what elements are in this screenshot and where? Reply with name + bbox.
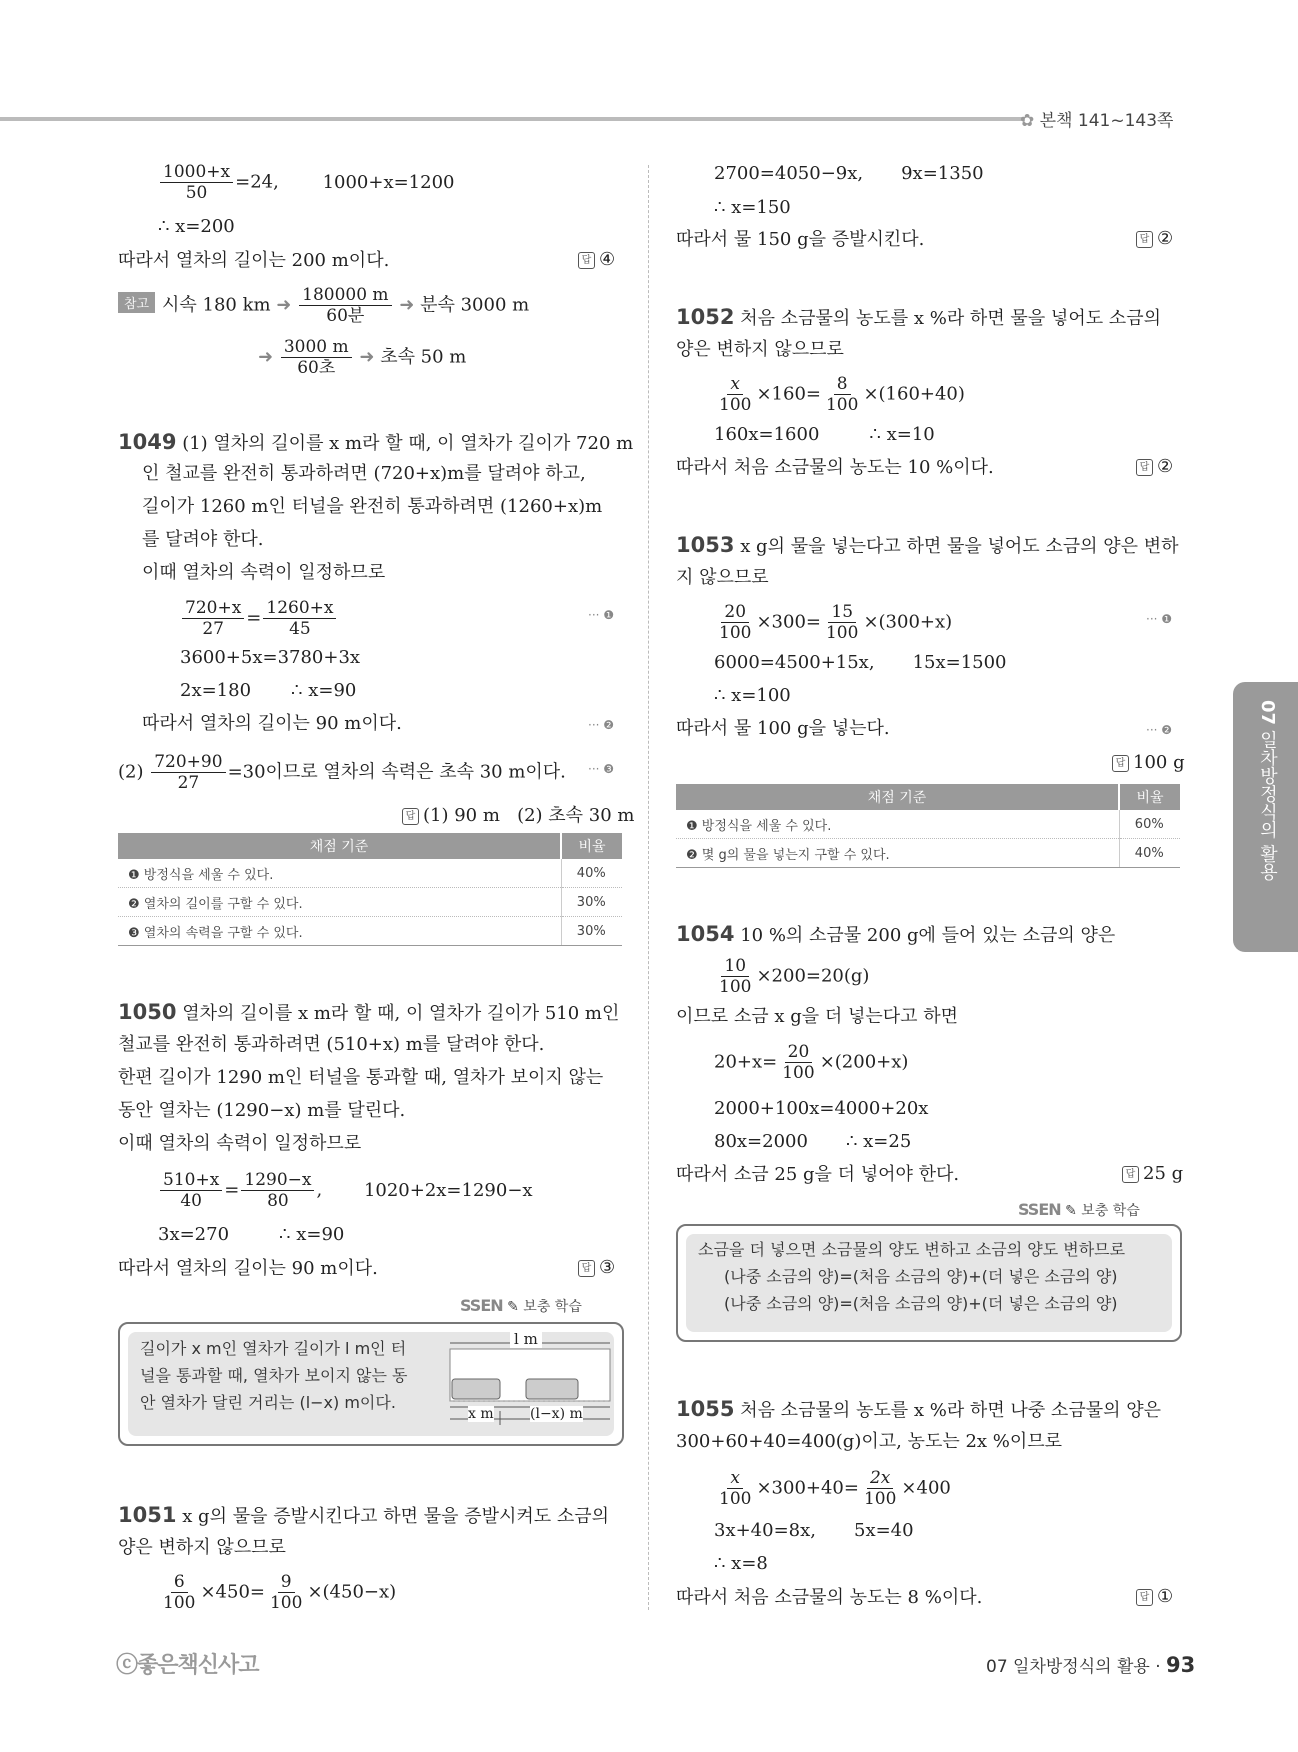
eq-line: $\frac{510+x}{40}$ = $\frac{1290-x}{80}$ , 1020+2x=1290−x (158, 1170, 533, 1211)
text-line: 철교를 완전히 통과하려면 (510+x) m를 달려야 한다. (118, 1034, 545, 1055)
answer: 답 100 g (1112, 752, 1185, 773)
eq-line: 6000=4500+15x, 15x=1500 (714, 652, 1007, 673)
figure-label-lx: (l−x) m (530, 1406, 583, 1422)
grading-table (676, 784, 1180, 868)
fraction: $\frac{1290-x}{80}$ (241, 1170, 314, 1211)
step-marker: ··· ❶ (1146, 612, 1173, 626)
arrow-icon: ➜ (258, 346, 274, 368)
answer: 답 ① (1136, 1586, 1173, 1607)
fraction: $\frac{2x}{100}$ (863, 1468, 897, 1509)
fraction: $\frac{x}{100}$ (719, 1468, 752, 1509)
pencil-icon: ✎ (507, 1299, 519, 1315)
conclusion: 따라서 열차의 길이는 200 m이다. (118, 250, 390, 271)
eq-line: $\frac{720+x}{27}$ = $\frac{1260+x}{45}$ (180, 598, 338, 639)
text-line: 이므로 소금 x g을 더 넣는다고 하면 (676, 1006, 959, 1027)
figure-label-top: l m (510, 1330, 542, 1348)
answer-icon: 답 (1112, 755, 1129, 772)
text-line: 300+60+40=400(g)이고, 농도는 2x %이므로 (676, 1431, 1063, 1452)
fraction: $\frac{8}{100}$ (825, 374, 859, 415)
problem-1049-line1: 1049 (1) 열차의 길이를 x m라 할 때, 이 열차가 길이가 720 m (118, 430, 634, 454)
text-line: 이때 열차의 속력이 일정하므로 (118, 1133, 362, 1154)
grading-header: 채점 기준 (118, 833, 561, 859)
eq-line: ∴ x=150 (714, 197, 791, 218)
eq-line: 160x=1600 ∴ x=10 (714, 424, 935, 445)
publisher-logo: ⓒ좋은책신사고 (116, 1653, 259, 1678)
fraction: $\frac{20}{100}$ (782, 1042, 815, 1083)
side-tab-text: 07 일차방정식의 활용 (1257, 700, 1278, 881)
problem-1053-line1: 1053 x g의 물을 넣는다고 하면 물을 넣어도 소금의 양은 변하 (676, 533, 1179, 557)
supplement-text: 길이가 x m인 열차가 길이가 l m인 터 널을 통과할 때, 열차가 보이지 않는 동 안 열차가 달린 거리는 (l−x) m이다. (140, 1339, 408, 1412)
text-line: 인 철교를 완전히 통과하려면 (720+x)m를 달려야 하고, (142, 463, 586, 484)
eq-line: $\frac{x}{100}$ ×300+40= $\frac{2x}{100}$ ×400 (714, 1468, 951, 1509)
ratio-header: 비율 (561, 833, 622, 859)
answer: 답 ③ (578, 1257, 615, 1278)
figure-label-x: x m (468, 1406, 494, 1422)
answer: 답 25 g (1122, 1163, 1183, 1184)
step-marker: ··· ❶ (588, 608, 615, 622)
conclusion: 따라서 물 100 g을 넣는다. (676, 718, 890, 739)
text-line: 길이가 1260 m인 터널을 완전히 통과하려면 (1260+x)m (142, 496, 603, 517)
eq-line: 2x=180 ∴ x=90 (180, 680, 357, 701)
table-row: ❶ 방정식을 세울 수 있다. 40% (118, 859, 622, 888)
eq-line: 20+x= $\frac{20}{100}$ ×(200+x) (714, 1042, 909, 1083)
step-marker: ··· ❷ (588, 718, 615, 732)
fraction: $\frac{20}{100}$ (719, 602, 752, 643)
fraction: $\frac{15}{100}$ (825, 602, 859, 643)
fraction: $\frac{x}{100}$ (719, 374, 752, 415)
eq-line: 3600+5x=3780+3x (180, 647, 361, 668)
note-line: ➜ $\frac{3000 m}{\text{60초}}$ ➜ 초속 50 m (258, 337, 467, 378)
eq-line: $\frac{6}{100}$ ×450= $\frac{9}{100}$ ×(450−x) (158, 1572, 396, 1613)
answer: 답 ④ (578, 249, 615, 270)
fraction: $\frac{3000 m}{\text{60초}}$ (281, 337, 352, 378)
step-marker: ··· ❸ (588, 762, 615, 776)
eq-line: $\frac{1000+x}{50}$ =24, 1000+x=1200 (158, 162, 455, 203)
conclusion: 따라서 물 150 g을 증발시킨다. (676, 229, 925, 250)
answer-icon: 답 (578, 1260, 595, 1277)
text-line: 를 달려야 한다. (142, 529, 264, 550)
ssen-label: SSEN ✎ 보충 학습 (1018, 1200, 1140, 1219)
eq-line: ∴ x=100 (714, 685, 791, 706)
header-ref: ✿ 본책 141~143쪽 (1020, 111, 1174, 131)
table-row: ❸ 열차의 속력을 구할 수 있다. 30% (118, 917, 622, 946)
answer: 답 ② (1136, 456, 1173, 477)
conclusion: 따라서 소금 25 g을 더 넣어야 한다. (676, 1164, 960, 1185)
text-line: 양은 변하지 않으므로 (118, 1537, 286, 1558)
fraction: $\frac{720+x}{27}$ (182, 598, 244, 639)
eq-line: 2000+100x=4000+20x (714, 1098, 929, 1119)
conclusion: 따라서 열차의 길이는 90 m이다. (142, 713, 402, 734)
grading-table (118, 833, 622, 946)
grading-header: 채점 기준 (676, 784, 1119, 810)
fraction: $\frac{1260+x}{45}$ (263, 598, 336, 639)
table-row: ❶ 방정식을 세울 수 있다. 60% (676, 810, 1180, 839)
arrow-icon: ➜ (399, 294, 415, 316)
page-number: 93 (1166, 1653, 1196, 1677)
fraction: $\frac{6}{100}$ (163, 1572, 196, 1613)
eq-line: $\frac{20}{100}$ ×300= $\frac{15}{100}$ ×(300+x) (714, 602, 952, 643)
text-line: 한편 길이가 1290 m인 터널을 통과할 때, 열차가 보이지 않는 (118, 1067, 604, 1088)
fraction: $\frac{720+90}{27}$ (151, 752, 225, 793)
eq-line: 3x+40=8x, 5x=40 (714, 1520, 914, 1541)
flower-icon: ✿ (1020, 111, 1040, 131)
answer-icon: 답 (578, 252, 595, 269)
answer-icon: 답 (1136, 1589, 1153, 1606)
fraction: $\frac{1000+x}{50}$ (160, 162, 233, 203)
eq-line: $\frac{10}{100}$ ×200=20(g) (714, 956, 869, 997)
footer-chapter: 07 일차방정식의 활용 · 93 (986, 1653, 1196, 1677)
conclusion: 따라서 열차의 길이는 90 m이다. (118, 1258, 378, 1279)
arrow-icon: ➜ (359, 346, 375, 368)
eq-line: (2) $\frac{720+90}{27}$ =30이므로 열차의 속력은 초속 30 m이다. (118, 752, 566, 793)
problem-1055-line1: 1055 처음 소금물의 농도를 x %라 하면 나중 소금물의 양은 (676, 1397, 1161, 1421)
eq-line: $\frac{x}{100}$ ×160= $\frac{8}{100}$ ×(160+40) (714, 374, 965, 415)
problem-1054-line1: 1054 10 %의 소금물 200 g에 들어 있는 소금의 양은 (676, 922, 1116, 946)
note-tag: 참고 (118, 292, 155, 313)
ssen-label: SSEN ✎ 보충 학습 (460, 1296, 582, 1315)
ratio-header: 비율 (1119, 784, 1180, 810)
problem-1051-line1: 1051 x g의 물을 증발시킨다고 하면 물을 증발시켜도 소금의 (118, 1503, 610, 1527)
problem-1052-line1: 1052 처음 소금물의 농도를 x %라 하면 물을 넣어도 소금의 (676, 305, 1161, 329)
answer: 답 ② (1136, 228, 1173, 249)
fraction: $\frac{9}{100}$ (269, 1572, 303, 1613)
answer-icon: 답 (402, 808, 419, 825)
fraction: $\frac{10}{100}$ (719, 956, 752, 997)
eq-line: ∴ x=8 (714, 1553, 768, 1574)
pencil-icon: ✎ (1065, 1203, 1077, 1219)
eq-line: 3x=270 ∴ x=90 (158, 1224, 345, 1245)
note-line: 시속 180 km ➜ $\frac{180000 m}{\text{60분}}$ ➜ 분속 3000 m (162, 285, 530, 326)
text-line: 이때 열차의 속력이 일정하므로 (142, 562, 386, 583)
fraction: $\frac{510+x}{40}$ (160, 1170, 222, 1211)
conclusion: 따라서 처음 소금물의 농도는 8 %이다. (676, 1587, 983, 1608)
arrow-icon: ➜ (276, 294, 292, 316)
eq-line: 2700=4050−9x, 9x=1350 (714, 163, 984, 184)
table-row: ❷ 열차의 길이를 구할 수 있다. 30% (118, 888, 622, 917)
column-divider (648, 165, 649, 1610)
answer-icon: 답 (1136, 231, 1153, 248)
text-line: 지 않으므로 (676, 567, 769, 588)
answer-icon: 답 (1136, 459, 1153, 476)
supplement-text: 소금을 더 넣으면 소금물의 양도 변하고 소금의 양도 변하므로 (나중 소금의 양)=(처음 소금의 양)+(더 넣은 소금의 양) (나중 소금의 양)=(처음 소금의 양)+(더 넣은 소금의 양) (698, 1240, 1126, 1313)
step-marker: ··· ❷ (1146, 723, 1173, 737)
eq-line: ∴ x=200 (158, 216, 235, 237)
problem-1050-line1: 1050 열차의 길이를 x m라 할 때, 이 열차가 길이가 510 m인 (118, 1000, 620, 1024)
table-row: ❷ 몇 g의 물을 넣는지 구할 수 있다. 40% (676, 839, 1180, 868)
eq-line: 80x=2000 ∴ x=25 (714, 1131, 912, 1152)
text-line: 동안 열차는 (1290−x) m를 달린다. (118, 1100, 406, 1121)
conclusion: 따라서 처음 소금물의 농도는 10 %이다. (676, 457, 994, 478)
header-rule (0, 117, 1025, 121)
answer: 답 (1) 90 m (2) 초속 30 m (402, 801, 635, 827)
text-line: 양은 변하지 않으므로 (676, 339, 844, 360)
fraction: $\frac{180000 m}{\text{60분}}$ (299, 285, 391, 326)
answer-icon: 답 (1122, 1166, 1139, 1183)
